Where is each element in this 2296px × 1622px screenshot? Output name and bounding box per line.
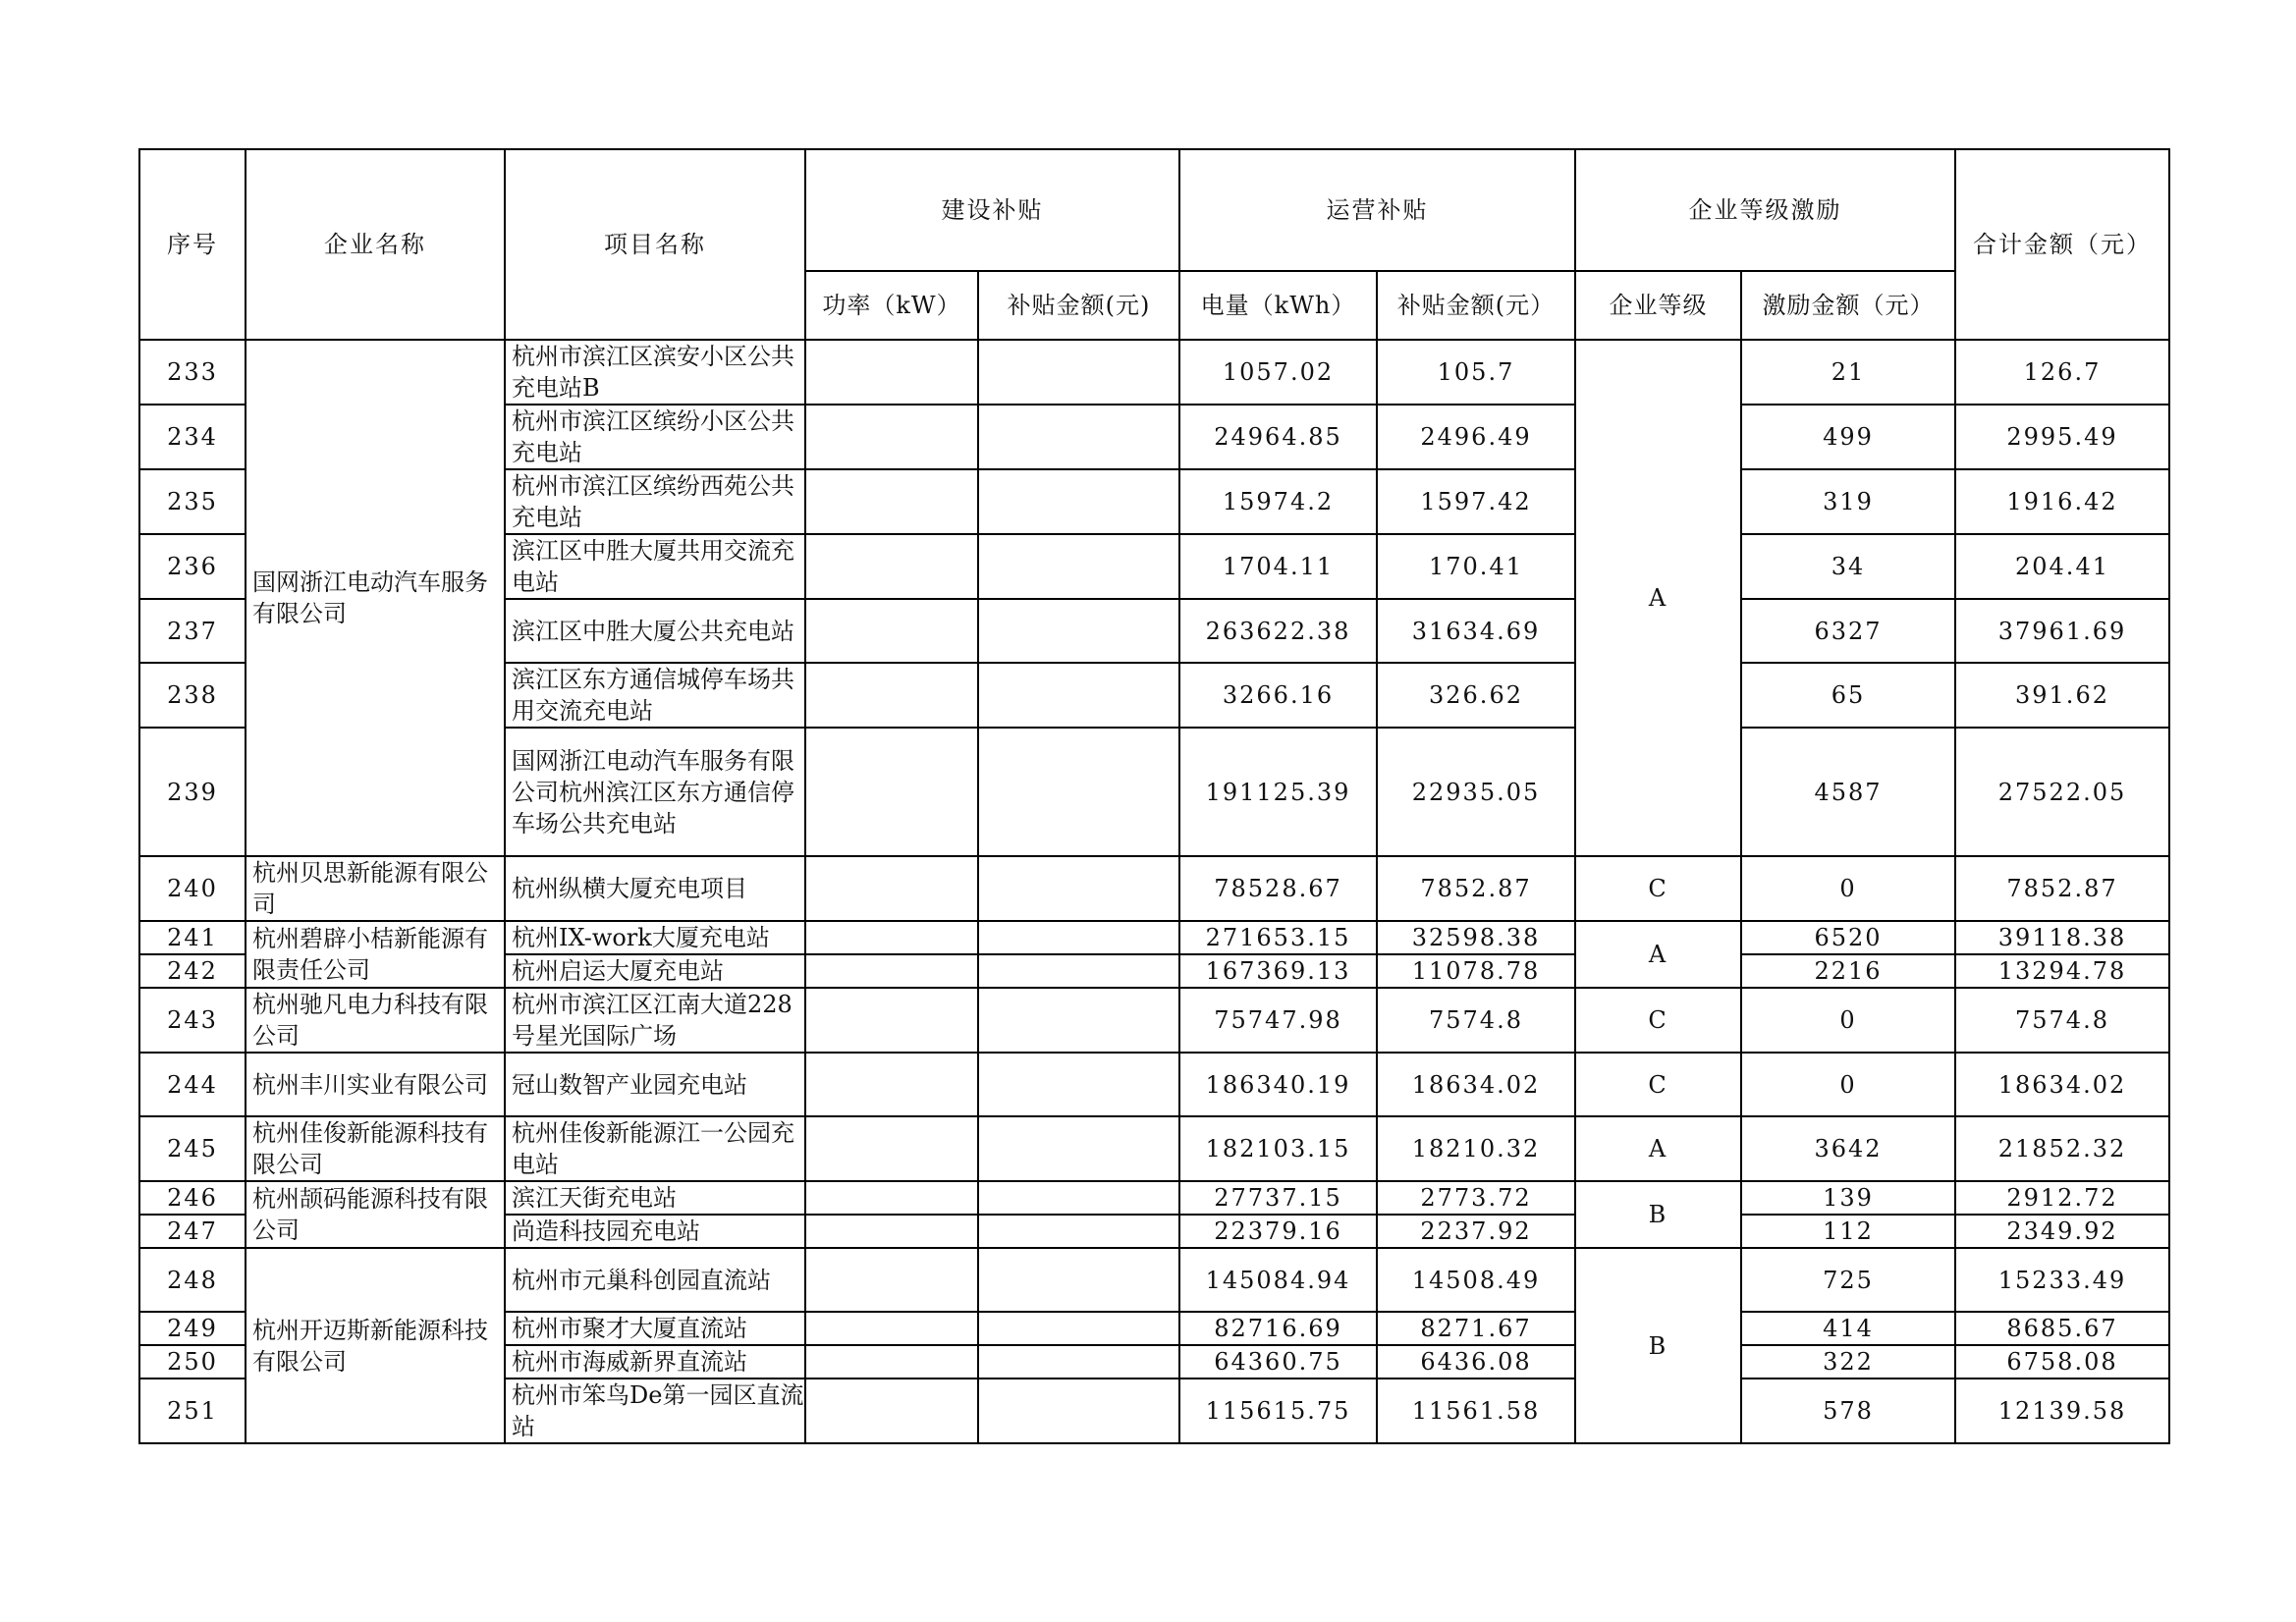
row-energy: 263622.38 <box>1179 599 1377 663</box>
row-operation-amount: 31634.69 <box>1377 599 1575 663</box>
row-seq: 243 <box>139 988 246 1053</box>
row-seq: 251 <box>139 1379 246 1443</box>
row-construction-amount <box>978 1345 1179 1379</box>
row-power <box>805 1379 978 1443</box>
row-construction-amount <box>978 728 1179 856</box>
row-operation-amount: 1597.42 <box>1377 469 1575 534</box>
row-incentive: 414 <box>1741 1312 1955 1345</box>
row-operation-amount: 11078.78 <box>1377 954 1575 988</box>
header-construction-amount: 补贴金额(元) <box>978 271 1179 340</box>
row-incentive: 6327 <box>1741 599 1955 663</box>
header-operation-amount: 补贴金额(元） <box>1377 271 1575 340</box>
row-project: 杭州市聚才大厦直流站 <box>505 1312 805 1345</box>
row-total: 2912.72 <box>1955 1181 2169 1215</box>
row-construction-amount <box>978 534 1179 599</box>
row-project: 杭州市滨江区江南大道228号星光国际广场 <box>505 988 805 1053</box>
row-total: 21852.32 <box>1955 1116 2169 1181</box>
row-seq: 235 <box>139 469 246 534</box>
row-construction-amount <box>978 988 1179 1053</box>
row-energy: 186340.19 <box>1179 1053 1377 1116</box>
row-operation-amount: 22935.05 <box>1377 728 1575 856</box>
row-project: 滨江区中胜大厦公共充电站 <box>505 599 805 663</box>
row-construction-amount <box>978 954 1179 988</box>
row-project: 杭州市滨江区缤纷小区公共充电站 <box>505 405 805 469</box>
row-seq: 250 <box>139 1345 246 1379</box>
table-row <box>139 988 2169 1053</box>
row-construction-amount <box>978 663 1179 728</box>
row-power <box>805 663 978 728</box>
header-operation-subsidy: 运营补贴 <box>1179 149 1575 271</box>
row-energy: 64360.75 <box>1179 1345 1377 1379</box>
row-energy: 78528.67 <box>1179 856 1377 921</box>
row-power <box>805 856 978 921</box>
row-power <box>805 534 978 599</box>
header-power: 功率（kW） <box>805 271 978 340</box>
row-operation-amount: 2496.49 <box>1377 405 1575 469</box>
row-energy: 145084.94 <box>1179 1248 1377 1312</box>
row-construction-amount <box>978 921 1179 954</box>
row-power <box>805 405 978 469</box>
row-construction-amount <box>978 1312 1179 1345</box>
row-incentive: 3642 <box>1741 1116 1955 1181</box>
row-construction-amount <box>978 1379 1179 1443</box>
row-energy: 182103.15 <box>1179 1116 1377 1181</box>
row-project: 杭州启运大厦充电站 <box>505 954 805 988</box>
row-operation-amount: 2773.72 <box>1377 1181 1575 1215</box>
row-grade: C <box>1575 856 1741 921</box>
row-power <box>805 921 978 954</box>
table-row <box>139 856 2169 921</box>
row-energy: 1057.02 <box>1179 340 1377 405</box>
table-row <box>139 1181 2169 1215</box>
row-total: 2349.92 <box>1955 1215 2169 1248</box>
row-project: 杭州市滨江区滨安小区公共充电站B <box>505 340 805 405</box>
row-construction-amount <box>978 1215 1179 1248</box>
row-company: 杭州碧辟小桔新能源有限责任公司 <box>246 921 505 988</box>
row-total: 8685.67 <box>1955 1312 2169 1345</box>
row-incentive: 319 <box>1741 469 1955 534</box>
header-grade-incentive: 企业等级激励 <box>1575 149 1955 271</box>
table-row <box>139 1248 2169 1312</box>
row-power <box>805 728 978 856</box>
row-incentive: 322 <box>1741 1345 1955 1379</box>
row-total: 18634.02 <box>1955 1053 2169 1116</box>
row-company: 杭州丰川实业有限公司 <box>246 1053 505 1116</box>
row-seq: 234 <box>139 405 246 469</box>
table-row <box>139 921 2169 954</box>
row-seq: 246 <box>139 1181 246 1215</box>
row-project: 冠山数智产业园充电站 <box>505 1053 805 1116</box>
header-grade: 企业等级 <box>1575 271 1741 340</box>
row-total: 7574.8 <box>1955 988 2169 1053</box>
subsidy-table <box>138 148 2170 1444</box>
header-project: 项目名称 <box>505 149 805 340</box>
row-incentive: 4587 <box>1741 728 1955 856</box>
row-operation-amount: 6436.08 <box>1377 1345 1575 1379</box>
row-operation-amount: 18210.32 <box>1377 1116 1575 1181</box>
header-energy: 电量（kWh） <box>1179 271 1377 340</box>
row-seq: 245 <box>139 1116 246 1181</box>
row-project: 尚造科技园充电站 <box>505 1215 805 1248</box>
row-total: 2995.49 <box>1955 405 2169 469</box>
row-power <box>805 1116 978 1181</box>
row-power <box>805 469 978 534</box>
row-incentive: 34 <box>1741 534 1955 599</box>
row-seq: 239 <box>139 728 246 856</box>
row-project: 杭州市滨江区缤纷西苑公共充电站 <box>505 469 805 534</box>
row-operation-amount: 14508.49 <box>1377 1248 1575 1312</box>
row-energy: 167369.13 <box>1179 954 1377 988</box>
row-energy: 271653.15 <box>1179 921 1377 954</box>
row-project: 杭州市海威新界直流站 <box>505 1345 805 1379</box>
row-project: 杭州市笨鸟De第一园区直流站 <box>505 1379 805 1443</box>
header-company: 企业名称 <box>246 149 505 340</box>
row-seq: 237 <box>139 599 246 663</box>
row-grade: B <box>1575 1248 1741 1443</box>
row-company: 杭州颉码能源科技有限公司 <box>246 1181 505 1248</box>
row-total: 1916.42 <box>1955 469 2169 534</box>
header-total: 合计金额（元） <box>1955 149 2169 340</box>
row-construction-amount <box>978 1053 1179 1116</box>
row-operation-amount: 2237.92 <box>1377 1215 1575 1248</box>
row-seq: 240 <box>139 856 246 921</box>
row-power <box>805 1215 978 1248</box>
row-project: 杭州佳俊新能源江一公园充电站 <box>505 1116 805 1181</box>
row-project: 滨江区中胜大厦共用交流充电站 <box>505 534 805 599</box>
table-row <box>139 1116 2169 1181</box>
row-total: 13294.78 <box>1955 954 2169 988</box>
row-project: 杭州市元巢科创园直流站 <box>505 1248 805 1312</box>
row-company: 杭州开迈斯新能源科技有限公司 <box>246 1248 505 1443</box>
row-operation-amount: 32598.38 <box>1377 921 1575 954</box>
table-row <box>139 1053 2169 1116</box>
row-incentive: 65 <box>1741 663 1955 728</box>
row-operation-amount: 7852.87 <box>1377 856 1575 921</box>
row-operation-amount: 105.7 <box>1377 340 1575 405</box>
row-power <box>805 1181 978 1215</box>
row-operation-amount: 18634.02 <box>1377 1053 1575 1116</box>
row-total: 391.62 <box>1955 663 2169 728</box>
row-project: 滨江区东方通信城停车场共用交流充电站 <box>505 663 805 728</box>
row-seq: 249 <box>139 1312 246 1345</box>
row-energy: 24964.85 <box>1179 405 1377 469</box>
row-construction-amount <box>978 1116 1179 1181</box>
row-grade: B <box>1575 1181 1741 1248</box>
row-company: 杭州佳俊新能源科技有限公司 <box>246 1116 505 1181</box>
row-construction-amount <box>978 405 1179 469</box>
row-incentive: 6520 <box>1741 921 1955 954</box>
row-power <box>805 340 978 405</box>
row-total: 6758.08 <box>1955 1345 2169 1379</box>
row-incentive: 112 <box>1741 1215 1955 1248</box>
row-operation-amount: 7574.8 <box>1377 988 1575 1053</box>
table-row <box>139 340 2169 405</box>
row-company: 国网浙江电动汽车服务有限公司 <box>246 340 505 856</box>
row-energy: 191125.39 <box>1179 728 1377 856</box>
row-energy: 22379.16 <box>1179 1215 1377 1248</box>
row-seq: 247 <box>139 1215 246 1248</box>
row-power <box>805 1053 978 1116</box>
row-power <box>805 988 978 1053</box>
row-grade: A <box>1575 340 1741 856</box>
row-power <box>805 1345 978 1379</box>
row-energy: 1704.11 <box>1179 534 1377 599</box>
row-operation-amount: 11561.58 <box>1377 1379 1575 1443</box>
row-seq: 238 <box>139 663 246 728</box>
row-seq: 244 <box>139 1053 246 1116</box>
row-total: 27522.05 <box>1955 728 2169 856</box>
row-energy: 82716.69 <box>1179 1312 1377 1345</box>
row-incentive: 139 <box>1741 1181 1955 1215</box>
row-construction-amount <box>978 340 1179 405</box>
row-grade: C <box>1575 988 1741 1053</box>
row-project: 国网浙江电动汽车服务有限公司杭州滨江区东方通信停车场公共充电站 <box>505 728 805 856</box>
row-incentive: 499 <box>1741 405 1955 469</box>
row-construction-amount <box>978 469 1179 534</box>
row-project: 杭州纵横大厦充电项目 <box>505 856 805 921</box>
row-construction-amount <box>978 1248 1179 1312</box>
row-construction-amount <box>978 599 1179 663</box>
row-seq: 248 <box>139 1248 246 1312</box>
row-seq: 241 <box>139 921 246 954</box>
header-seq: 序号 <box>139 149 246 340</box>
row-grade: C <box>1575 1053 1741 1116</box>
row-energy: 3266.16 <box>1179 663 1377 728</box>
row-incentive: 725 <box>1741 1248 1955 1312</box>
row-seq: 233 <box>139 340 246 405</box>
row-energy: 15974.2 <box>1179 469 1377 534</box>
row-company: 杭州驰凡电力科技有限公司 <box>246 988 505 1053</box>
row-company: 杭州贝思新能源有限公司 <box>246 856 505 921</box>
row-operation-amount: 326.62 <box>1377 663 1575 728</box>
row-incentive: 21 <box>1741 340 1955 405</box>
row-project: 滨江天街充电站 <box>505 1181 805 1215</box>
row-total: 7852.87 <box>1955 856 2169 921</box>
row-incentive: 0 <box>1741 856 1955 921</box>
row-incentive: 2216 <box>1741 954 1955 988</box>
row-construction-amount <box>978 856 1179 921</box>
row-total: 37961.69 <box>1955 599 2169 663</box>
row-power <box>805 954 978 988</box>
row-power <box>805 1248 978 1312</box>
row-project: 杭州IX-work大厦充电站 <box>505 921 805 954</box>
row-operation-amount: 170.41 <box>1377 534 1575 599</box>
row-power <box>805 599 978 663</box>
row-energy: 115615.75 <box>1179 1379 1377 1443</box>
row-incentive: 0 <box>1741 1053 1955 1116</box>
row-energy: 75747.98 <box>1179 988 1377 1053</box>
row-grade: A <box>1575 1116 1741 1181</box>
row-construction-amount <box>978 1181 1179 1215</box>
row-operation-amount: 8271.67 <box>1377 1312 1575 1345</box>
header-construction-subsidy: 建设补贴 <box>805 149 1179 271</box>
row-energy: 27737.15 <box>1179 1181 1377 1215</box>
row-incentive: 0 <box>1741 988 1955 1053</box>
row-total: 126.7 <box>1955 340 2169 405</box>
row-total: 12139.58 <box>1955 1379 2169 1443</box>
row-seq: 242 <box>139 954 246 988</box>
row-total: 15233.49 <box>1955 1248 2169 1312</box>
header-incentive: 激励金额（元） <box>1741 271 1955 340</box>
row-incentive: 578 <box>1741 1379 1955 1443</box>
row-seq: 236 <box>139 534 246 599</box>
row-grade: A <box>1575 921 1741 988</box>
row-total: 204.41 <box>1955 534 2169 599</box>
row-total: 39118.38 <box>1955 921 2169 954</box>
row-power <box>805 1312 978 1345</box>
